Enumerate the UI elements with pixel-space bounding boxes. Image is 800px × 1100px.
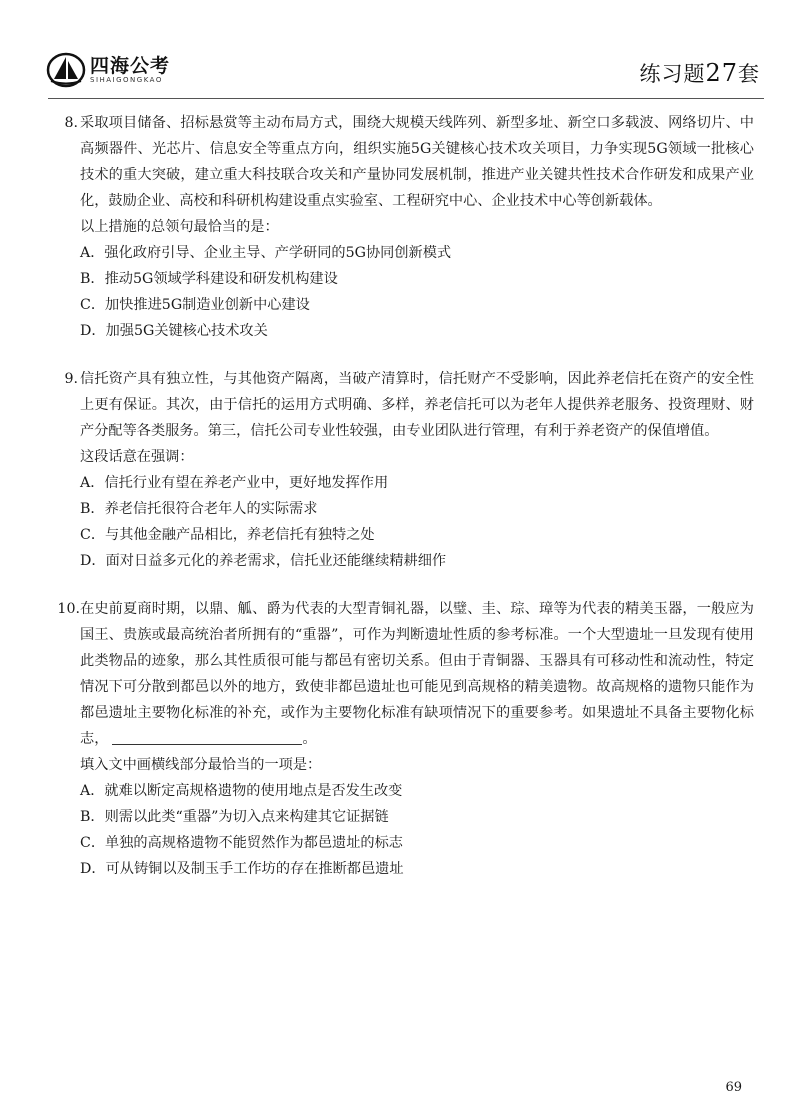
question-number: 9. xyxy=(64,371,78,387)
set-number: 27 xyxy=(705,59,738,87)
sailboat-logo-icon xyxy=(46,52,86,88)
option-b: B．则需以此类“重器”为切入点来构建其它证据链 xyxy=(80,809,389,825)
question-list xyxy=(57,110,754,894)
question-9 xyxy=(64,366,754,574)
set-title-prefix: 练习题 xyxy=(639,62,706,86)
question-number: 10. xyxy=(57,601,80,617)
logo-chinese-name: 四海公考 xyxy=(90,54,171,77)
question-stem xyxy=(80,596,754,752)
exercise-set-title xyxy=(639,58,760,88)
option-d: D．可从铸铜以及制玉手工作坊的存在推断都邑遗址 xyxy=(80,861,404,877)
question-10 xyxy=(57,596,754,882)
question-number: 8. xyxy=(64,115,78,131)
logo-pinyin-name: SIHAIGONGKAO xyxy=(90,75,163,84)
option-a: A．信托行业有望在养老产业中，更好地发挥作用 xyxy=(80,475,389,491)
option-c: C．单独的高规格遗物不能贸然作为都邑遗址的标志 xyxy=(80,835,403,851)
option-c: C．加快推进5G制造业创新中心建设 xyxy=(80,297,310,313)
question-8 xyxy=(64,110,754,344)
option-a: A．强化政府引导、企业主导、产学研同的5G协同创新模式 xyxy=(80,245,452,261)
page-header xyxy=(0,0,800,100)
stem-end: 。 xyxy=(302,731,317,747)
option-b: B．推动5G领域学科建设和研发机构建设 xyxy=(80,271,338,287)
question-prompt: 以上措施的总领句最恰当的是： xyxy=(80,219,279,235)
question-prompt: 这段话意在强调： xyxy=(80,449,194,465)
page-number: 69 xyxy=(725,1080,742,1095)
question-stem: 采取项目储备、招标悬赏等主动布局方式，围绕大规模天线阵列、新型多址、新空口多载波、网络切片、中高频器件、光芯片、信息安全等重点方向，组织实施5G关键核心技术攻关项目，力争实现5G领域一批核心技术的重大突破，建立重大科技联合攻关和产量协同发展机制，推进产业关键共性技术合作研发和成果产业化，鼓励企业、高校和科研机构建设重点实验室、工程研究中心、企业技术中心等创新载体。 xyxy=(80,115,754,209)
fill-in-blank xyxy=(112,728,302,745)
option-a: A．就难以断定高规格遗物的使用地点是否发生改变 xyxy=(80,783,403,799)
question-prompt: 填入文中画横线部分最恰当的一项是： xyxy=(80,757,322,773)
option-d: D．面对日益多元化的养老需求，信托业还能继续精耕细作 xyxy=(80,553,447,569)
option-b: B．养老信托很符合老年人的实际需求 xyxy=(80,501,318,517)
option-d: D．加强5G关键核心技术攻关 xyxy=(80,323,268,339)
set-title-suffix: 套 xyxy=(738,62,760,86)
stem-text: 在史前夏商时期，以鼎、觚、爵为代表的大型青铜礼器，以璧、圭、琮、璋等为代表的精美玉器，一般应为国王、贵族或最高统治者所拥有的“重器”，可作为判断遗址性质的参考标准。一个大型遗址一旦发现有使用此类物品的迹象，那么其性质很可能与都邑有密切关系。但由于青铜器、玉器具有可移动性和流动性，特定情况下可分散到都邑以外的地方，致使非都邑遗址也可能见到高规格的精美遗物。故高规格的遗物只能作为都邑遗址主要物化标准的补充，或作为主要物化标准有缺项情况下的重要参考。如果遗址不具备主要物化标志， xyxy=(80,601,754,747)
header-divider xyxy=(48,98,764,99)
question-stem: 信托资产具有独立性，与其他资产隔离，当破产清算时，信托财产不受影响，因此养老信托在资产的安全性上更有保证。其次，由于信托的运用方式明确、多样，养老信托可以为老年人提供养老服务、投资理财、财产分配等各类服务。第三，信托公司专业性较强，由专业团队进行管理，有利于养老资产的保值增值。 xyxy=(80,371,754,439)
option-c: C．与其他金融产品相比，养老信托有独特之处 xyxy=(80,527,375,543)
brand-logo xyxy=(46,52,170,88)
